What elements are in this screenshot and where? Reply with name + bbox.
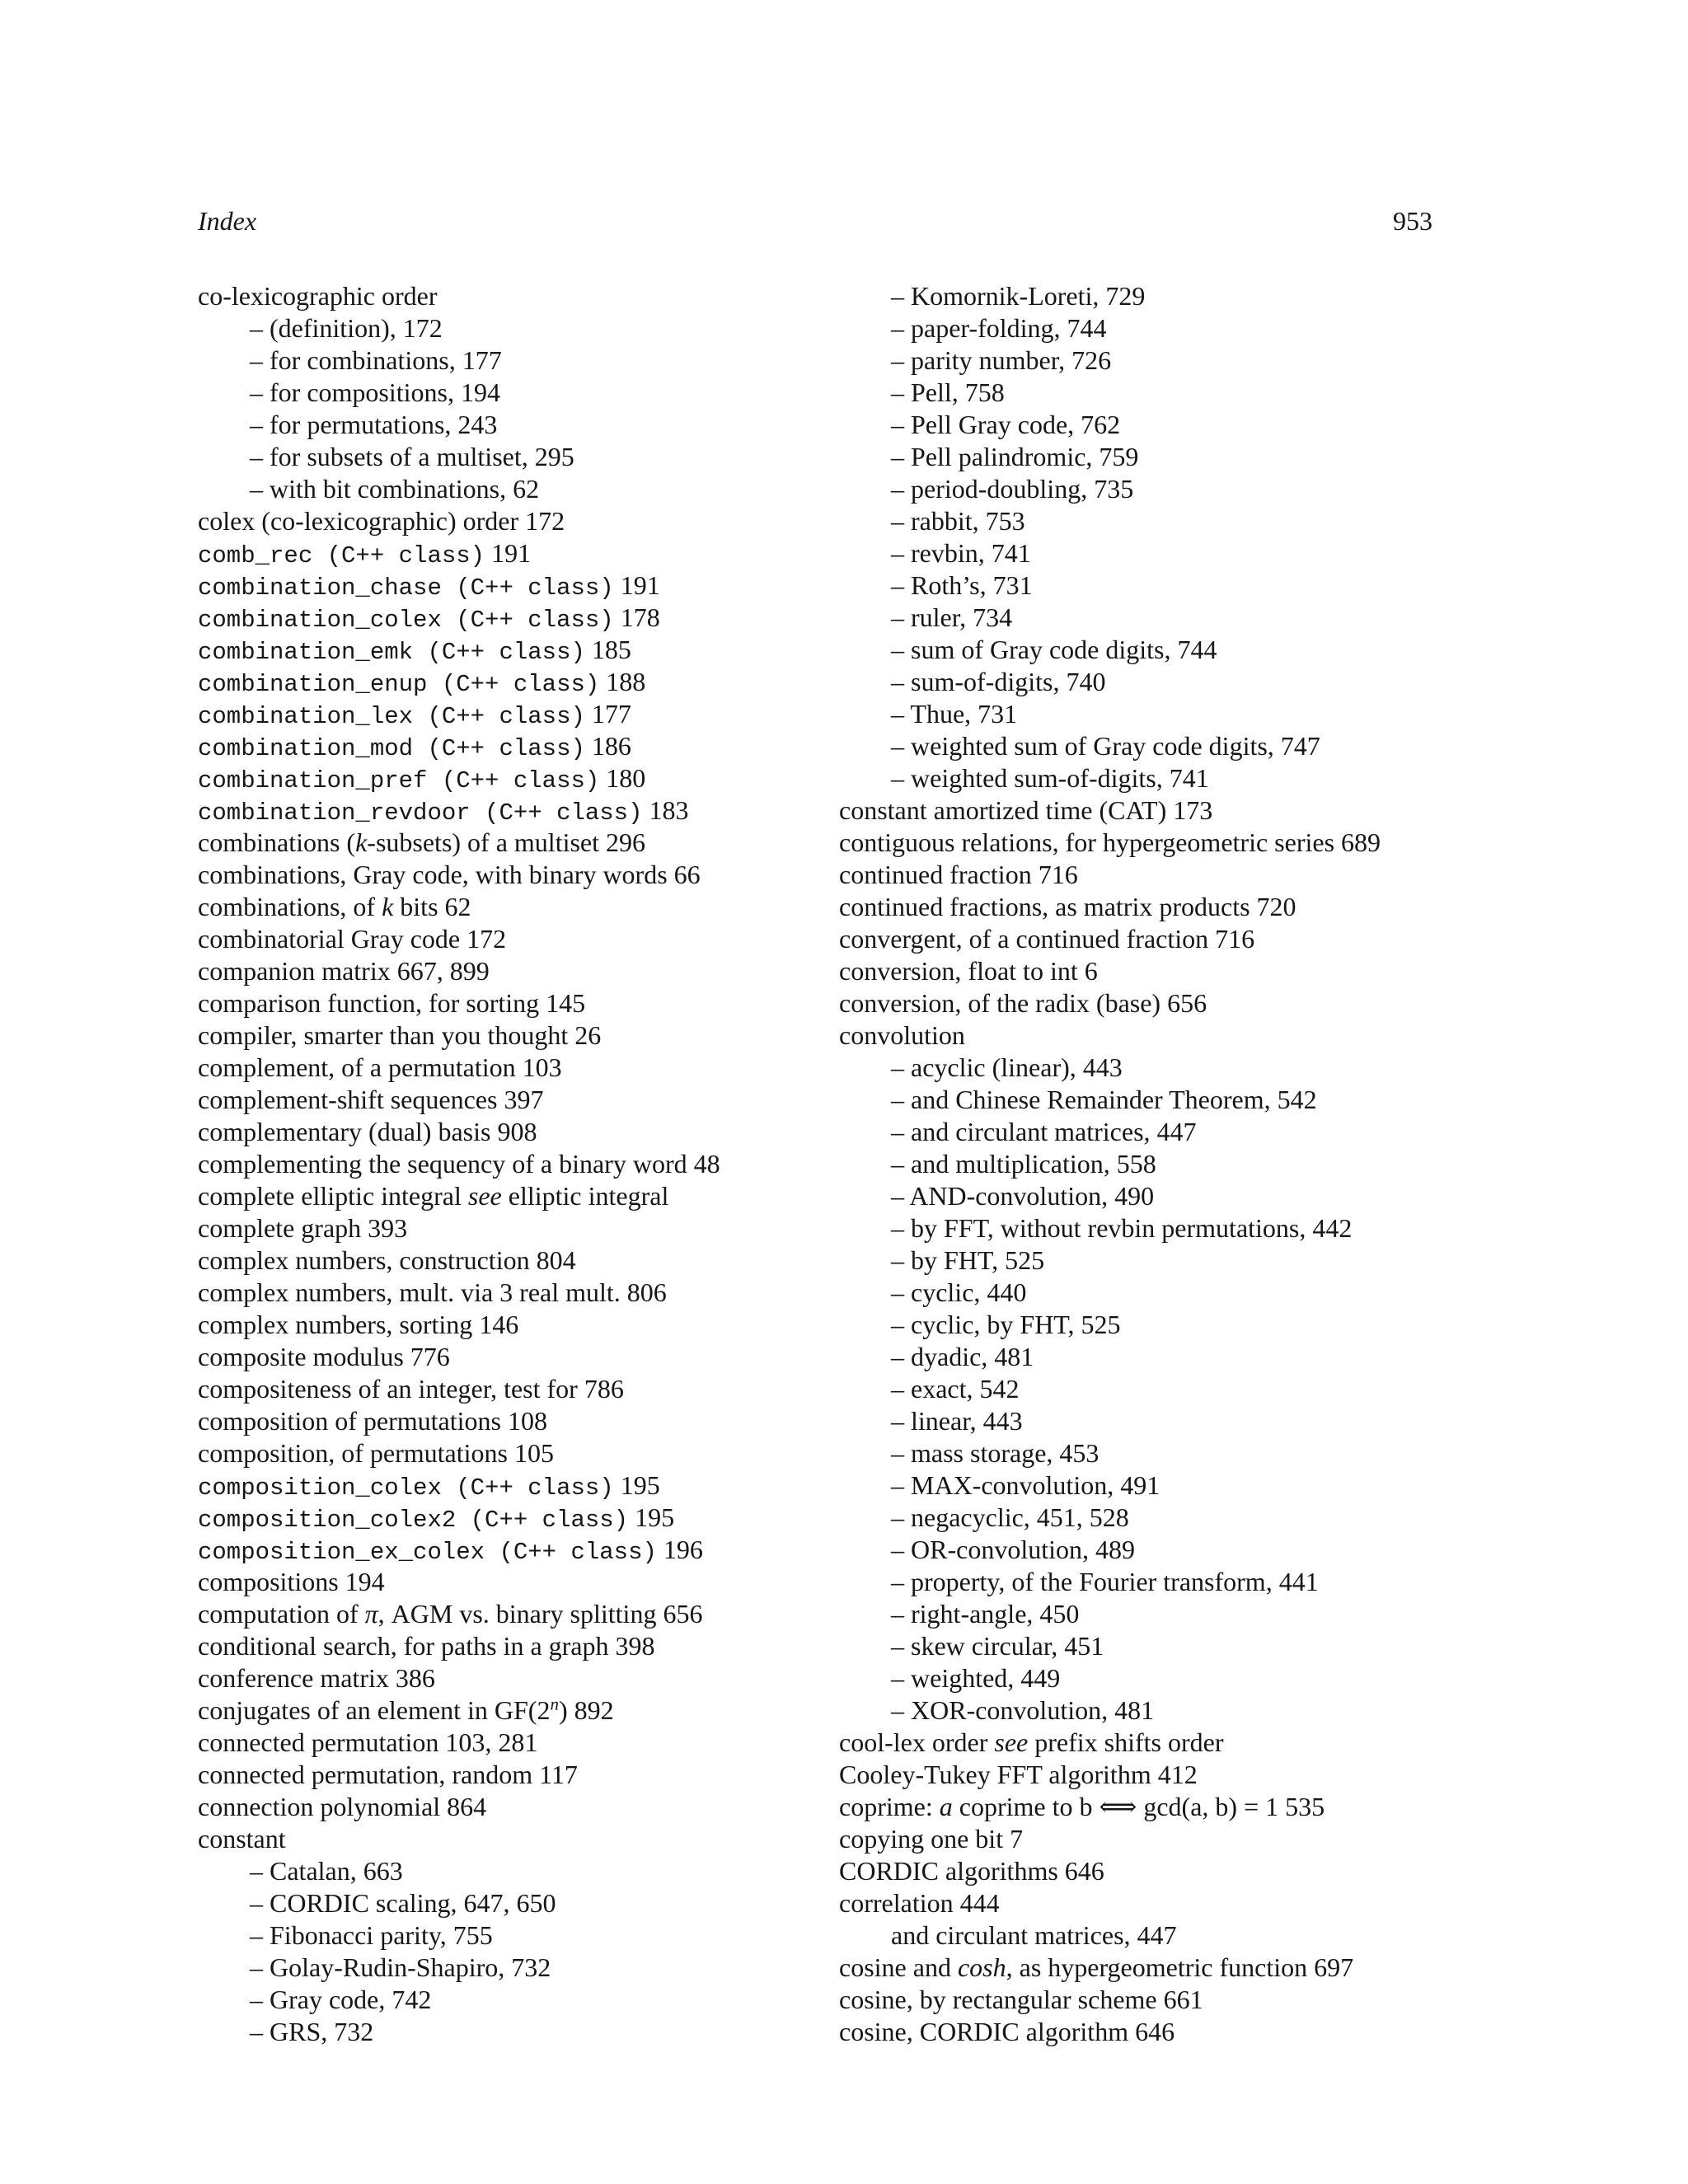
index-entry xyxy=(198,859,824,891)
index-subentry xyxy=(839,762,1449,794)
entry-text: – cyclic, 440 xyxy=(891,1277,1027,1307)
index-subentry xyxy=(839,1566,1449,1598)
index-column-left xyxy=(198,280,824,2048)
index-entry xyxy=(839,1727,1449,1759)
index-subentry xyxy=(839,1534,1449,1566)
entry-code: combination_mod (C++ class) xyxy=(198,735,585,762)
entry-text: – Thue, 731 xyxy=(891,699,1018,729)
index-entry xyxy=(198,698,824,730)
entry-text: constant amortized time (CAT) 173 xyxy=(839,795,1213,825)
index-entry xyxy=(198,1341,824,1373)
index-entry xyxy=(198,1598,824,1630)
index-subentry xyxy=(198,441,824,473)
entry-text: – sum-of-digits, 740 xyxy=(891,667,1106,696)
index-entry xyxy=(198,827,824,859)
entry-text: continued fraction 716 xyxy=(839,860,1078,889)
entry-text: – AND-convolution, 490 xyxy=(891,1181,1155,1211)
entry-italic: a xyxy=(939,1792,953,1821)
entry-text: composition, of permutations 105 xyxy=(198,1438,554,1468)
entry-text: 196 xyxy=(656,1535,703,1564)
entry-text: – OR-convolution, 489 xyxy=(891,1535,1135,1564)
index-entry xyxy=(198,1309,824,1341)
index-subentry xyxy=(839,312,1449,344)
index-subentry xyxy=(198,2016,824,2048)
entry-text: – by FFT, without revbin permutations, 442 xyxy=(891,1213,1353,1243)
entry-text: – for combinations, 177 xyxy=(250,345,502,375)
entry-text: – property, of the Fourier transform, 441 xyxy=(891,1567,1319,1596)
index-subentry xyxy=(839,698,1449,730)
index-entry xyxy=(839,987,1449,1019)
entry-text: comparison function, for sorting 145 xyxy=(198,988,586,1018)
index-subentry xyxy=(839,1630,1449,1662)
index-subentry xyxy=(198,312,824,344)
entry-italic: cosh xyxy=(957,1952,1006,1982)
index-entry xyxy=(198,280,824,312)
entry-text: – weighted, 449 xyxy=(891,1663,1061,1693)
entry-text-prefix: complete elliptic integral xyxy=(198,1181,468,1211)
entry-text: bits 62 xyxy=(393,892,471,921)
index-entry xyxy=(198,1759,824,1791)
entry-text: – Catalan, 663 xyxy=(250,1856,403,1886)
entry-text: – Golay-Rudin-Shapiro, 732 xyxy=(250,1952,551,1982)
index-subentry xyxy=(198,1919,824,1952)
index-subentry xyxy=(839,409,1449,441)
entry-code: combination_revdoor (C++ class) xyxy=(198,799,643,827)
index-subentry xyxy=(839,1373,1449,1405)
entry-text: – Pell palindromic, 759 xyxy=(891,442,1139,471)
index-subentry xyxy=(198,409,824,441)
index-entry xyxy=(198,1823,824,1855)
index-subentry xyxy=(839,1309,1449,1341)
index-subentry xyxy=(839,666,1449,698)
entry-text: – paper-folding, 744 xyxy=(891,313,1107,343)
entry-code: combination_colex (C++ class) xyxy=(198,607,614,634)
entry-text: co-lexicographic order xyxy=(198,281,438,311)
entry-text: constant xyxy=(198,1824,286,1854)
index-subentry xyxy=(839,1437,1449,1469)
index-entry xyxy=(839,891,1449,923)
index-subentry xyxy=(839,1662,1449,1694)
index-entry xyxy=(198,923,824,955)
entry-text: – period-doubling, 735 xyxy=(891,474,1134,504)
index-subentry xyxy=(839,1180,1449,1212)
entry-text: elliptic integral xyxy=(501,1181,669,1211)
entry-text: complementary (dual) basis 908 xyxy=(198,1117,537,1146)
entry-text: – and circulant matrices, 447 xyxy=(891,1117,1197,1146)
entry-text: – Komornik-Loreti, 729 xyxy=(891,281,1146,311)
entry-text: – skew circular, 451 xyxy=(891,1631,1104,1661)
entry-text: – GRS, 732 xyxy=(250,2017,374,2046)
entry-text: – linear, 443 xyxy=(891,1406,1023,1436)
entry-text: – with bit combinations, 62 xyxy=(250,474,540,504)
entry-text: – negacyclic, 451, 528 xyxy=(891,1502,1129,1532)
index-subentry xyxy=(198,344,824,377)
entry-text: 188 xyxy=(599,667,646,696)
entry-text: – CORDIC scaling, 647, 650 xyxy=(250,1888,556,1918)
entry-text: connected permutation, random 117 xyxy=(198,1760,578,1789)
entry-text: cosine, CORDIC algorithm 646 xyxy=(839,2017,1175,2046)
index-entry xyxy=(198,1437,824,1469)
index-subentry xyxy=(198,1887,824,1919)
entry-text-prefix: combinations, of xyxy=(198,892,382,921)
index-entry xyxy=(198,1566,824,1598)
entry-superscript: n xyxy=(550,1694,559,1714)
entry-text: – for permutations, 243 xyxy=(250,410,498,439)
entry-text: – ruler, 734 xyxy=(891,602,1013,632)
entry-text-prefix: combinations ( xyxy=(198,827,356,857)
index-entry xyxy=(839,2016,1449,2048)
index-subentry xyxy=(198,1984,824,2016)
entry-text: – Roth’s, 731 xyxy=(891,570,1033,600)
index-subentry xyxy=(839,1116,1449,1148)
entry-text: Cooley-Tukey FFT algorithm 412 xyxy=(839,1760,1198,1789)
index-subentry xyxy=(839,1341,1449,1373)
index-entry xyxy=(198,1084,824,1116)
index-subentry xyxy=(839,1277,1449,1309)
entry-text: compositeness of an integer, test for 786 xyxy=(198,1374,624,1404)
index-entry xyxy=(198,634,824,666)
entry-text: combinations, Gray code, with binary words 66 xyxy=(198,860,701,889)
index-entry xyxy=(198,1277,824,1309)
index-entry xyxy=(198,762,824,794)
index-entry xyxy=(198,1116,824,1148)
index-subentry xyxy=(839,377,1449,409)
index-subentry xyxy=(839,1469,1449,1502)
index-subentry xyxy=(198,473,824,505)
index-entry xyxy=(198,891,824,923)
index-subentry xyxy=(839,1502,1449,1534)
index-subentry xyxy=(839,1919,1449,1952)
index-entry xyxy=(198,1662,824,1694)
index-entry xyxy=(198,1791,824,1823)
index-entry xyxy=(839,859,1449,891)
entry-text: 191 xyxy=(485,538,532,568)
entry-text: – MAX-convolution, 491 xyxy=(891,1470,1160,1500)
entry-text: 180 xyxy=(599,763,646,793)
entry-text: correlation 444 xyxy=(839,1888,1000,1918)
entry-code: composition_colex (C++ class) xyxy=(198,1474,614,1502)
index-subentry xyxy=(839,730,1449,762)
entry-text: – exact, 542 xyxy=(891,1374,1020,1404)
entry-text: convergent, of a continued fraction 716 xyxy=(839,924,1255,954)
index-entry xyxy=(198,730,824,762)
index-entry xyxy=(198,1405,824,1437)
index-entry xyxy=(839,1952,1449,1984)
index-entry xyxy=(839,827,1449,859)
index-entry xyxy=(198,1469,824,1502)
index-entry xyxy=(839,923,1449,955)
entry-text: convolution xyxy=(839,1020,965,1050)
index-entry xyxy=(198,1727,824,1759)
entry-text: 195 xyxy=(613,1470,660,1500)
entry-text: complementing the sequency of a binary word 48 xyxy=(198,1149,720,1179)
index-subentry xyxy=(839,1052,1449,1084)
entry-text: – revbin, 741 xyxy=(891,538,1031,568)
index-subentry xyxy=(839,1148,1449,1180)
index-entry xyxy=(198,955,824,987)
entry-text: 191 xyxy=(613,570,660,600)
index-entry xyxy=(198,1502,824,1534)
entry-text: conditional search, for paths in a graph 398 xyxy=(198,1631,655,1661)
index-subentry xyxy=(839,1244,1449,1277)
index-subentry xyxy=(839,569,1449,602)
index-subentry xyxy=(839,344,1449,377)
entry-text: – sum of Gray code digits, 744 xyxy=(891,635,1217,664)
index-entry xyxy=(198,1019,824,1052)
entry-text: – for subsets of a multiset, 295 xyxy=(250,442,574,471)
index-subentry xyxy=(839,634,1449,666)
entry-text: 178 xyxy=(613,602,660,632)
index-subentry xyxy=(839,505,1449,537)
entry-text: – and multiplication, 558 xyxy=(891,1149,1156,1179)
entry-text: 185 xyxy=(584,635,631,664)
index-subentry xyxy=(839,1405,1449,1437)
entry-text: – mass storage, 453 xyxy=(891,1438,1100,1468)
entry-text: continued fractions, as matrix products 720 xyxy=(839,892,1296,921)
index-entry xyxy=(198,602,824,634)
entry-text: compositions 194 xyxy=(198,1567,385,1596)
index-entry xyxy=(198,1148,824,1180)
index-entry xyxy=(839,794,1449,827)
entry-text: copying one bit 7 xyxy=(839,1824,1024,1854)
entry-text: – cyclic, by FHT, 525 xyxy=(891,1310,1121,1339)
index-entry xyxy=(839,1791,1449,1823)
entry-code: composition_colex2 (C++ class) xyxy=(198,1507,629,1534)
index-entry xyxy=(839,1019,1449,1052)
entry-text: contiguous relations, for hypergeometric series 689 xyxy=(839,827,1381,857)
index-entry xyxy=(198,505,824,537)
entry-code: combination_enup (C++ class) xyxy=(198,671,600,698)
entry-text: conversion, float to int 6 xyxy=(839,956,1098,986)
index-entry xyxy=(198,1534,824,1566)
index-entry xyxy=(839,1984,1449,2016)
index-entry xyxy=(198,1212,824,1244)
entry-text: conversion, of the radix (base) 656 xyxy=(839,988,1207,1018)
entry-text: 177 xyxy=(584,699,631,729)
entry-text: – XOR-convolution, 481 xyxy=(891,1695,1155,1725)
index-entry xyxy=(198,569,824,602)
index-column-right xyxy=(839,280,1449,2048)
entry-text: cosine, by rectangular scheme 661 xyxy=(839,1985,1203,2014)
index-subentry xyxy=(839,280,1449,312)
entry-text-prefix: cool-lex order xyxy=(839,1727,995,1757)
index-entry xyxy=(839,955,1449,987)
entry-text: ) 892 xyxy=(558,1695,614,1725)
index-entry xyxy=(198,1052,824,1084)
entry-text: companion matrix 667, 899 xyxy=(198,956,490,986)
entry-text: – right-angle, 450 xyxy=(891,1599,1080,1629)
entry-code: combination_chase (C++ class) xyxy=(198,574,614,602)
index-entry xyxy=(198,794,824,827)
entry-italic: see xyxy=(994,1727,1029,1757)
index-entry xyxy=(198,1694,824,1727)
index-subentry xyxy=(198,1855,824,1887)
entry-text: -subsets) of a multiset 296 xyxy=(367,827,646,857)
entry-code: combination_emk (C++ class) xyxy=(198,639,585,666)
entry-text: 195 xyxy=(628,1502,675,1532)
entry-text: – acyclic (linear), 443 xyxy=(891,1052,1123,1082)
index-entry xyxy=(839,1855,1449,1887)
entry-text: – for compositions, 194 xyxy=(250,377,500,407)
entry-italic: π xyxy=(364,1599,378,1629)
index-subentry xyxy=(198,1952,824,1984)
index-entry xyxy=(198,1180,824,1212)
entry-text: – by FHT, 525 xyxy=(891,1245,1045,1275)
entry-text: – parity number, 726 xyxy=(891,345,1112,375)
entry-text: complex numbers, construction 804 xyxy=(198,1245,576,1275)
index-entry xyxy=(198,987,824,1019)
entry-code: composition_ex_colex (C++ class) xyxy=(198,1539,657,1566)
entry-text: – Gray code, 742 xyxy=(250,1985,432,2014)
entry-text-prefix: conjugates of an element in GF(2 xyxy=(198,1695,551,1725)
entry-text: 183 xyxy=(642,795,689,825)
entry-text: combinatorial Gray code 172 xyxy=(198,924,507,954)
entry-text: coprime to b ⟺ gcd(a, b) = 1 535 xyxy=(952,1792,1325,1821)
index-entry xyxy=(198,537,824,569)
entry-text: colex (co-lexicographic) order 172 xyxy=(198,506,565,536)
entry-text: , as hypergeometric function 697 xyxy=(1006,1952,1354,1982)
entry-text-prefix: coprime: xyxy=(839,1792,940,1821)
index-subentry xyxy=(839,1212,1449,1244)
entry-text: – weighted sum of Gray code digits, 747 xyxy=(891,731,1320,761)
index-subentry xyxy=(839,441,1449,473)
index-entry xyxy=(198,1630,824,1662)
entry-code: combination_lex (C++ class) xyxy=(198,703,585,730)
page-number: 953 xyxy=(1393,206,1432,236)
index-subentry xyxy=(839,537,1449,569)
entry-text: composite modulus 776 xyxy=(198,1342,450,1371)
entry-text: – Pell, 758 xyxy=(891,377,1005,407)
entry-text: connected permutation 103, 281 xyxy=(198,1727,538,1757)
entry-text: compiler, smarter than you thought 26 xyxy=(198,1020,602,1050)
index-entry xyxy=(839,1759,1449,1791)
entry-text: – Fibonacci parity, 755 xyxy=(250,1920,493,1950)
entry-text-prefix: computation of xyxy=(198,1599,365,1629)
entry-italic: k xyxy=(382,892,394,921)
index-subentry xyxy=(839,602,1449,634)
entry-text: complete graph 393 xyxy=(198,1213,408,1243)
entry-text: conference matrix 386 xyxy=(198,1663,435,1693)
index-subentry xyxy=(839,1084,1449,1116)
index-subentry xyxy=(839,473,1449,505)
entry-text: complement-shift sequences 397 xyxy=(198,1085,544,1114)
index-subentry xyxy=(839,1598,1449,1630)
entry-text: – rabbit, 753 xyxy=(891,506,1025,536)
entry-text: , AGM vs. binary splitting 656 xyxy=(377,1599,703,1629)
entry-text: – Pell Gray code, 762 xyxy=(891,410,1121,439)
entry-code: comb_rec (C++ class) xyxy=(198,542,485,569)
index-subentry xyxy=(198,377,824,409)
index-entry xyxy=(839,1823,1449,1855)
entry-text-prefix: cosine and xyxy=(839,1952,958,1982)
entry-text: composition of permutations 108 xyxy=(198,1406,547,1436)
entry-text: 186 xyxy=(584,731,631,761)
entry-text: CORDIC algorithms 646 xyxy=(839,1856,1104,1886)
running-head-title: Index xyxy=(198,206,257,236)
entry-text: – (definition), 172 xyxy=(250,313,443,343)
entry-text: prefix shifts order xyxy=(1028,1727,1224,1757)
entry-text: complex numbers, sorting 146 xyxy=(198,1310,519,1339)
entry-text: – and Chinese Remainder Theorem, 542 xyxy=(891,1085,1317,1114)
index-entry xyxy=(198,1244,824,1277)
entry-italic: see xyxy=(467,1181,502,1211)
entry-text: and circulant matrices, 447 xyxy=(891,1920,1177,1950)
index-subentry xyxy=(839,1694,1449,1727)
entry-text: – weighted sum-of-digits, 741 xyxy=(891,763,1209,793)
entry-italic: k xyxy=(355,827,368,857)
entry-text: complex numbers, mult. via 3 real mult. 806 xyxy=(198,1277,667,1307)
index-entry xyxy=(839,1887,1449,1919)
entry-text: complement, of a permutation 103 xyxy=(198,1052,562,1082)
entry-code: combination_pref (C++ class) xyxy=(198,767,600,794)
entry-text: connection polynomial 864 xyxy=(198,1792,487,1821)
index-entry xyxy=(198,666,824,698)
entry-text: – dyadic, 481 xyxy=(891,1342,1034,1371)
index-entry xyxy=(198,1373,824,1405)
